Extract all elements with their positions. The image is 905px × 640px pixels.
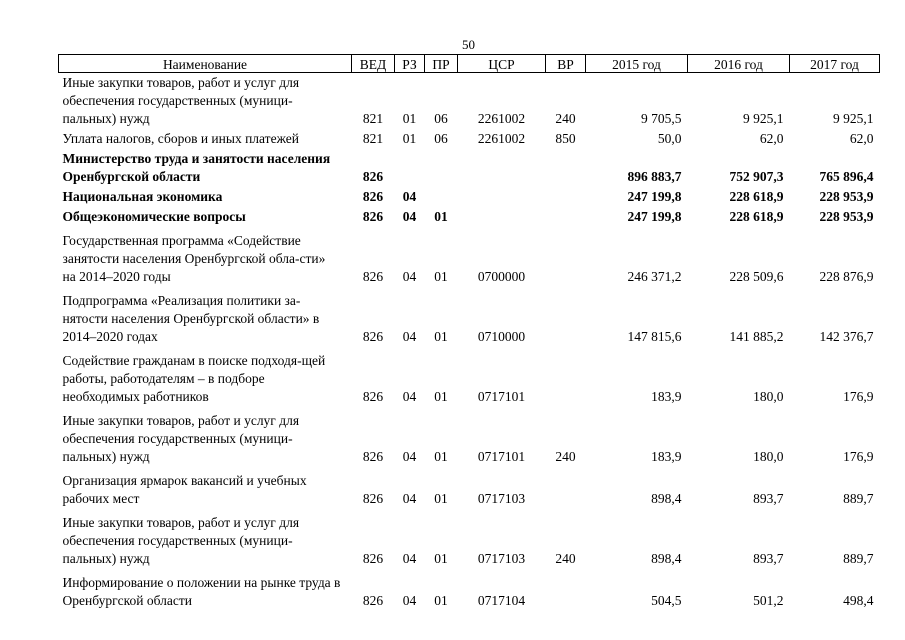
cell-2015: 504,5 — [651, 593, 682, 608]
cell-ved: 821 — [362, 131, 384, 146]
cell-2017: 889,7 — [843, 491, 874, 506]
cell-pr: 01 — [434, 389, 448, 404]
cell-ved: 826 — [362, 189, 384, 204]
cell-rz: 04 — [402, 551, 417, 566]
cell-2016: 893,7 — [753, 551, 784, 566]
cell-vr — [546, 287, 586, 347]
cell-name: Министерство труда и занятости населения Оренбургской области — [62, 151, 331, 184]
budget-table — [58, 54, 880, 611]
header-row — [59, 55, 880, 73]
cell-2015: 896 883,7 — [627, 169, 682, 184]
header-ved: ВЕД — [352, 55, 395, 73]
cell-pr: 06 — [434, 111, 448, 126]
cell-2016: 62,0 — [759, 131, 784, 146]
cell-2015: 183,9 — [651, 449, 682, 464]
cell-ved: 826 — [362, 449, 384, 464]
header-csr: ЦСР — [458, 55, 546, 73]
cell-2017: 176,9 — [843, 389, 874, 404]
page-number: 50 — [462, 37, 475, 52]
cell-name: Иные закупки товаров, работ и услуг для обеспечения государственных (муници-пальных) нужд — [62, 413, 300, 464]
cell-csr: 0717103 — [477, 551, 526, 566]
table-row — [59, 73, 880, 130]
cell-pr: 01 — [434, 491, 448, 506]
table-row — [59, 347, 880, 407]
cell-vr — [546, 227, 586, 287]
cell-name: Общеэкономические вопросы — [62, 209, 246, 224]
cell-vr — [546, 207, 586, 227]
cell-csr: 0717101 — [477, 449, 526, 464]
table-row — [59, 187, 880, 207]
cell-vr — [546, 467, 586, 509]
cell-2016: 228 509,6 — [729, 269, 784, 284]
cell-ved: 826 — [362, 169, 384, 184]
cell-rz: 04 — [402, 449, 417, 464]
cell-2017: 228 876,9 — [819, 269, 874, 284]
cell-2017: 889,7 — [843, 551, 874, 566]
cell-name: Иные закупки товаров, работ и услуг для обеспечения государственных (муници-пальных) нужд — [62, 515, 300, 566]
cell-pr: 01 — [434, 329, 448, 344]
cell-rz: 01 — [402, 111, 417, 126]
cell-2015: 898,4 — [651, 491, 682, 506]
cell-pr: 01 — [434, 449, 448, 464]
header-vr: ВР — [546, 55, 586, 73]
cell-2015: 246 371,2 — [627, 269, 682, 284]
cell-2017: 176,9 — [843, 449, 874, 464]
cell-2015: 50,0 — [657, 131, 682, 146]
cell-csr: 0700000 — [477, 269, 526, 284]
cell-rz: 04 — [402, 269, 417, 284]
cell-name: Национальная экономика — [62, 189, 223, 204]
cell-csr: 2261002 — [477, 131, 526, 146]
cell-rz: 04 — [402, 389, 417, 404]
table-row — [59, 287, 880, 347]
cell-rz: 04 — [402, 189, 417, 204]
table-row — [59, 509, 880, 569]
table-row — [59, 129, 880, 149]
cell-2015: 898,4 — [651, 551, 682, 566]
header-name: Наименование — [59, 55, 352, 73]
cell-pr: 01 — [434, 551, 448, 566]
cell-2015: 183,9 — [651, 389, 682, 404]
table-row — [59, 569, 880, 611]
cell-2017: 765 896,4 — [819, 169, 874, 184]
cell-csr: 0717104 — [477, 593, 526, 608]
cell-rz: 01 — [402, 131, 417, 146]
cell-name: Информирование о положении на рынке труда в Оренбургской области — [62, 575, 341, 608]
cell-rz: 04 — [402, 593, 417, 608]
cell-2016: 228 618,9 — [729, 209, 784, 224]
header-pr: ПР — [425, 55, 458, 73]
cell-pr — [425, 187, 458, 207]
cell-ved: 826 — [362, 269, 384, 284]
cell-2017: 228 953,9 — [819, 189, 874, 204]
cell-vr: 850 — [555, 131, 576, 146]
table-row — [59, 207, 880, 227]
cell-name: Организация ярмарок вакансий и учебных рабочих мест — [62, 473, 307, 506]
cell-csr — [458, 207, 546, 227]
cell-rz — [395, 149, 425, 187]
cell-2015: 247 199,8 — [627, 209, 682, 224]
cell-2017: 142 376,7 — [819, 329, 874, 344]
cell-vr: 240 — [555, 449, 576, 464]
cell-csr: 0717103 — [477, 491, 526, 506]
cell-vr — [546, 569, 586, 611]
cell-name: Иные закупки товаров, работ и услуг для обеспечения государственных (муници-пальных) нужд — [62, 75, 300, 126]
header-rz: РЗ — [395, 55, 425, 73]
cell-csr: 0710000 — [477, 329, 526, 344]
cell-pr: 01 — [434, 209, 448, 224]
cell-2016: 228 618,9 — [729, 189, 784, 204]
cell-2016: 180,0 — [753, 449, 784, 464]
cell-2015: 147 815,6 — [627, 329, 682, 344]
table-row — [59, 227, 880, 287]
header-2015: 2015 год — [586, 55, 688, 73]
cell-rz: 04 — [402, 209, 417, 224]
cell-ved: 826 — [362, 593, 384, 608]
cell-csr — [458, 149, 546, 187]
cell-ved: 821 — [362, 111, 384, 126]
cell-ved: 826 — [362, 551, 384, 566]
cell-ved: 826 — [362, 491, 384, 506]
cell-2017: 228 953,9 — [819, 209, 874, 224]
cell-2017: 62,0 — [849, 131, 874, 146]
cell-rz: 04 — [402, 491, 417, 506]
cell-rz: 04 — [402, 329, 417, 344]
cell-vr — [546, 149, 586, 187]
header-2017: 2017 год — [790, 55, 880, 73]
cell-csr: 0717101 — [477, 389, 526, 404]
cell-vr: 240 — [555, 111, 576, 126]
cell-2016: 9 925,1 — [743, 111, 784, 126]
cell-csr: 2261002 — [477, 111, 526, 126]
cell-vr — [546, 187, 586, 207]
cell-vr — [546, 347, 586, 407]
cell-ved: 826 — [362, 209, 384, 224]
cell-name: Государственная программа «Содействие занятости населения Оренбургской обла-сти» на 2014–2020 годы — [62, 233, 326, 284]
cell-2017: 498,4 — [843, 593, 874, 608]
cell-ved: 826 — [362, 389, 384, 404]
header-2016: 2016 год — [688, 55, 790, 73]
cell-name: Содействие гражданам в поиске подходя-щей работы, работодателям – в подборе необходимых работников — [62, 353, 326, 404]
cell-csr — [458, 187, 546, 207]
cell-name: Уплата налогов, сборов и иных платежей — [62, 131, 299, 146]
cell-pr — [425, 149, 458, 187]
cell-pr: 01 — [434, 269, 448, 284]
cell-2015: 247 199,8 — [627, 189, 682, 204]
cell-name: Подпрограмма «Реализация политики за-нятости населения Оренбургской области» в 2014–2020 годах — [62, 293, 320, 344]
cell-pr: 01 — [434, 593, 448, 608]
cell-2016: 501,2 — [753, 593, 784, 608]
cell-2015: 9 705,5 — [641, 111, 682, 126]
table-row — [59, 149, 880, 187]
cell-pr: 06 — [434, 131, 448, 146]
table-row — [59, 407, 880, 467]
cell-ved: 826 — [362, 329, 384, 344]
table-row — [59, 467, 880, 509]
cell-2016: 180,0 — [753, 389, 784, 404]
cell-2016: 752 907,3 — [729, 169, 784, 184]
cell-2016: 141 885,2 — [729, 329, 784, 344]
cell-vr: 240 — [555, 551, 576, 566]
cell-2016: 893,7 — [753, 491, 784, 506]
cell-2017: 9 925,1 — [833, 111, 874, 126]
